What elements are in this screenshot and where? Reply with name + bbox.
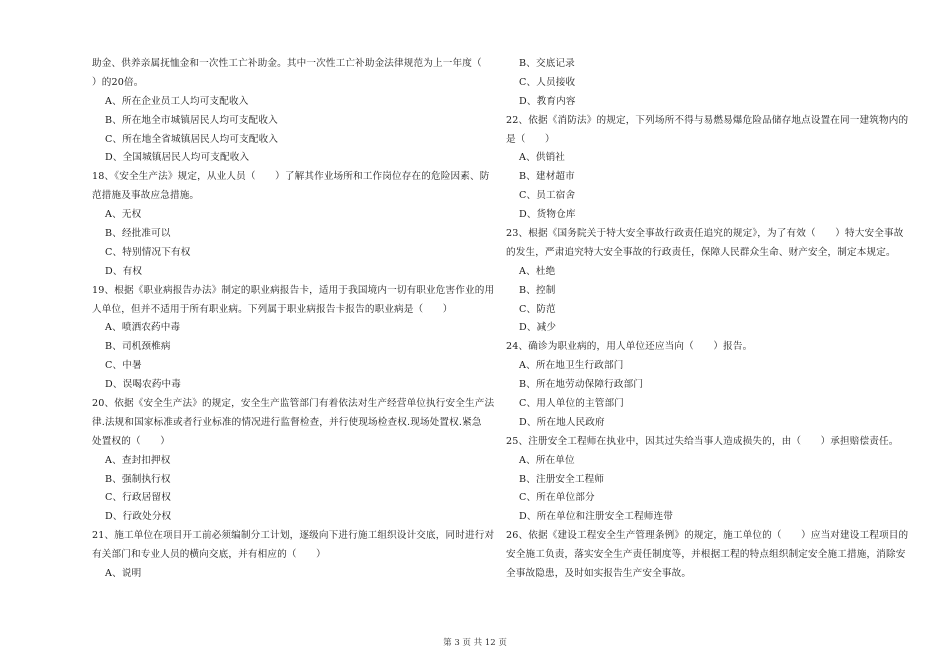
- question-text-line: 人单位，但并不适用于所有职业病。下列属于职业病报告卡报告的职业病是（ ）: [92, 303, 453, 315]
- answer-option: C、员工宿舍: [519, 190, 576, 202]
- answer-option: D、所在单位和注册安全工程师连带: [519, 511, 673, 523]
- answer-option: D、货物仓库: [519, 209, 576, 221]
- answer-option: D、行政处分权: [105, 511, 172, 523]
- left-column: [92, 55, 495, 584]
- answer-option: B、控制: [519, 284, 556, 296]
- answer-option: C、行政居留权: [105, 492, 171, 504]
- answer-option: D、全国城镇居民人均可支配收入: [105, 152, 250, 164]
- answer-option: C、中暑: [105, 360, 142, 372]
- answer-option: C、防范: [519, 303, 556, 315]
- answer-option: A、所在企业员工人均可支配收入: [105, 95, 249, 107]
- question-text-line: 22、依据《消防法》的规定，下列场所不得与易燃易爆危险品储存地点设置在同一建筑物内的: [506, 114, 909, 126]
- question-text-line: 有关部门和专业人员的横向交底，并有相应的（ ）: [92, 549, 326, 561]
- answer-option: C、所在地全省城镇居民人均可支配收入: [105, 133, 279, 145]
- answer-option: A、所在单位: [519, 454, 575, 466]
- answer-option: A、所在地卫生行政部门: [519, 360, 624, 372]
- question-text-line: 处置权的（ ）: [92, 435, 170, 447]
- question-text-line: 20、依据《安全生产法》的规定，安全生产监管部门有着依法对生产经营单位执行安全生产法: [92, 398, 495, 410]
- answer-option: D、所在地人民政府: [519, 416, 605, 428]
- answer-option: C、人员接收: [519, 76, 576, 88]
- page-footer: 第 3 页 共 12 页: [443, 638, 507, 648]
- question-text-line: 24、确诊为职业病的，用人单位还应当向（ ）报告。: [506, 341, 753, 353]
- right-column: [506, 55, 908, 584]
- answer-option: C、所在单位部分: [519, 492, 595, 504]
- answer-option: B、交底记录: [519, 58, 575, 69]
- question-text-line: 是（ ）: [506, 133, 555, 145]
- question-text-line: 19、根据《职业病报告办法》制定的职业病报告卡，适用于我国境内一切有职业危害作业的用: [92, 284, 495, 296]
- question-text-line: 18、《安全生产法》规定，从业人员（ ）了解其作业场所和工作岗位存在的危险因素、防: [92, 171, 490, 183]
- answer-option: A、说明: [105, 568, 142, 580]
- answer-option: B、所在地劳动保障行政部门: [519, 379, 644, 391]
- answer-option: D、减少: [519, 322, 557, 334]
- question-text-line: 的发生，严肃追究特大安全事故的行政责任，保障人民群众生命、财产安全，制定本规定。: [506, 246, 896, 258]
- question-text-line: 21、施工单位在项目开工前必须编制分工计划，逐级向下进行施工组织设计交底，同时进行对: [92, 530, 495, 542]
- answer-option: A、查封扣押权: [105, 454, 171, 466]
- question-text-line: 26、依据《建设工程安全生产管理条例》的规定，施工单位的（ ）应当对建设工程项目的: [506, 530, 909, 542]
- answer-option: A、供销社: [519, 152, 566, 164]
- answer-option: A、喷洒农药中毒: [105, 322, 181, 334]
- answer-option: A、杜绝: [519, 265, 556, 277]
- answer-option: B、建材超市: [519, 171, 575, 183]
- question-text-line: 助金、供养亲属抚恤金和一次性工亡补助金。其中一次性工亡补助金法律规范为上一年度（: [92, 58, 482, 69]
- answer-option: B、经批准可以: [105, 228, 171, 240]
- question-text-line: ）的20倍。: [92, 76, 144, 88]
- question-text-line: 范措施及事故应急措施。: [92, 190, 200, 202]
- answer-option: B、所在地全市城镇居民人均可支配收入: [105, 114, 278, 126]
- question-text-line: 律.法规和国家标准或者行业标准的情况进行监督检查，并行使现场检查权.现场处置权.紧急: [92, 416, 482, 428]
- question-text-line: 23、根据《国务院关于特大安全事故行政责任追究的规定》，为了有效（ ）特大安全事故: [506, 228, 904, 240]
- answer-option: D、教育内容: [519, 95, 576, 107]
- answer-option: B、注册安全工程师: [519, 473, 605, 485]
- answer-option: B、强制执行权: [105, 473, 171, 485]
- question-text-line: 全事故隐患，及时如实报告生产安全事故。: [506, 568, 692, 580]
- answer-option: B、司机颈椎病: [105, 341, 171, 353]
- question-text-line: 25、注册安全工程师在执业中，因其过失给当事人造成损失的，由（ ）承担赔偿责任。: [506, 435, 899, 447]
- answer-option: C、特别情况下有权: [105, 246, 191, 258]
- answer-option: D、有权: [105, 265, 143, 277]
- question-text-line: 安全施工负责，落实安全生产责任制度等，并根据工程的特点组织制定安全施工措施，消除安: [506, 549, 906, 561]
- answer-option: D、误喝农药中毒: [105, 379, 182, 391]
- answer-option: A、无权: [105, 209, 142, 221]
- answer-option: C、用人单位的主管部门: [519, 398, 624, 410]
